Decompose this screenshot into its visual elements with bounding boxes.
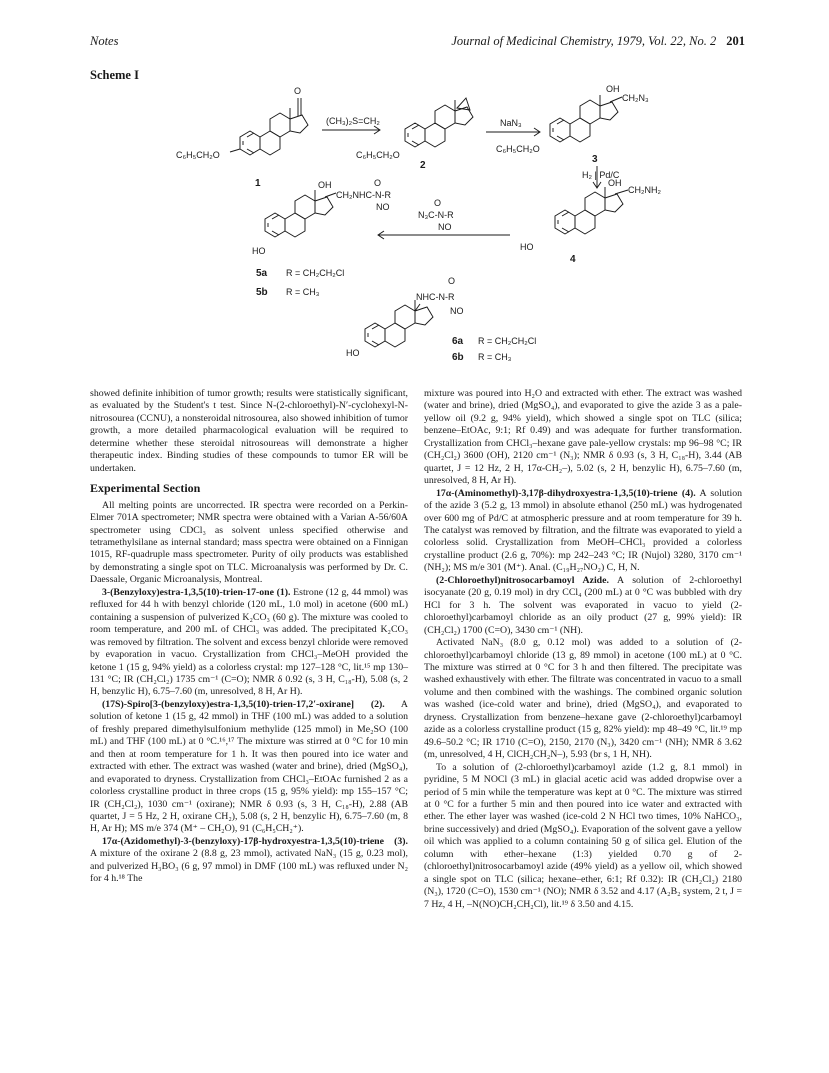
reagent-4-label: N₃C-N-R	[418, 210, 454, 220]
paragraph-intro-continuation: showed definite inhibition of tumor growth; results were statistically significant, as evaluated by the Student's t test. Since N-(2-chloroethyl)-N′-cyclohexyl-N-nitrosourea (CCNU), a nonsteroidal nitrosourea, also showed inhibition of tumor growth, a more detailed pharmacological evaluation will be required to determine whether these steroidal nitrosoureas will demonstrate a higher therapeutic index. Binding studies of these compounds to tumor ER will be undertaken.	[90, 388, 408, 474]
running-head-section: Notes	[90, 34, 119, 48]
procedure-title-1: 3-(Benzyloxy)estra-1,3,5(10)-trien-17-one (1).	[102, 586, 291, 598]
procedure-text-azide: A solution of 2-chloroethyl isocyanate (20 g, 0.19 mol) in dry CCl₄ (200 mL) at 0 °C was bubbled with dry HCl for 3 h. The solvent was evaporated in vacuo to yield (2-chloroethyl)carbamoyl chloride as an oily product (27 g, 99% yield): IR (CH₂Cl₂) 1700 (C=O), 3430 cm⁻¹ (NH).	[424, 574, 742, 636]
aminomethyl-label: CH₂NH₂	[628, 185, 661, 195]
compound-2-label: 2	[420, 160, 426, 171]
compound-4-label: 4	[570, 254, 576, 265]
oh-label-4: OH	[608, 178, 622, 188]
oh-label-5: OH	[318, 180, 332, 190]
compound-1-structure	[176, 86, 308, 189]
urea-no-label-5: NO	[376, 202, 390, 212]
compound-5a-r: R = CH₂CH₂Cl	[286, 268, 345, 278]
procedure-text-1: Estrone (12 g, 44 mmol) was refluxed for 44 h with benzyl chloride (120 mL, 1.0 mol) in acetone (600 mL) containing a suspension of pulverized K₂CO₃ (60 g). The mixture was cooled to room temperature, and 200 mL of CHCl₃ was added. The precipitated K₂CO₃ was removed by filtration. The solvent and excess benzyl chloride were removed by evaporation in vacuo. Crystallization from CHCl₃–MeOH provided the ketone 1 (15 g, 94% yield) as a colorless crystal: mp 127–128 °C, lit.¹⁵ mp 130–131 °C; IR (CH₂Cl₂) 1735 cm⁻¹ (C=O); NMR δ 0.92 (s, 3 H, C₁₈-H), 5.08 (s, 2 H, benzylic H), 6.75–7.60 (m, unresolved, 8 H, Ar H).	[90, 586, 408, 698]
compound-6b-label: 6b	[452, 352, 464, 363]
reagent-4-no-label: NO	[438, 222, 452, 232]
benzyloxy-label-1: C₆H₅CH₂O	[176, 150, 220, 160]
paragraph-compound-1	[90, 587, 408, 699]
reagent-2-label: NaN₃	[500, 118, 522, 128]
urea-o-label-5: O	[374, 178, 382, 188]
reagent-3-label: H₂ | Pd/C	[582, 170, 620, 180]
paragraph-general-methods: All melting points are uncorrected. IR spectra were recorded on a Perkin-Elmer 701A spectrometer; NMR spectra were obtained with a Varian A-56/60A spectrometer using CDCl₃ as solvent unless specified otherwise and tetramethylsilane as internal standard; mass spectra were obtained on a Finnigan 1015, RF-quadruple mass spectrometer. Purity of oily products was established by demonstrating a single spot on TLC. Microanalysis was performed by Dr. C. Daessale, Organic Microanalysis, Montreal.	[90, 499, 408, 586]
procedure-text-4: A solution of the azide 3 (5.2 g, 13 mmol) in absolute ethanol (250 mL) was hydrogenated over 600 mg of Pd/C at atmospheric pressure and at room temperature for 39 h. The catalyst was removed by filtration, and the filtrate was evaporated to yield a colorless solid. Crystallization from MeOH–CHCl₃ provided a colorless crystalline product (2.6 g, 70%): mp 242–243 °C; IR (Nujol) 3280, 3170 cm⁻¹ (NH₂); MS m/e 301 (M⁺). Anal. (C₁₉H₂₇NO₂) C, H, N.	[424, 487, 742, 574]
compound-1-label: 1	[255, 178, 261, 189]
benzyloxy-label-3: C₆H₅CH₂O	[496, 144, 540, 154]
compound-5-structure	[252, 178, 391, 298]
right-column	[424, 388, 742, 911]
compound-5b-label: 5b	[256, 287, 268, 298]
urea-side-chain-5: CH₂NHC-N-R	[336, 190, 391, 200]
procedure-title-4: 17α-(Aminomethyl)-3,17β-dihydroxyestra-1,3,5(10)-triene (4).	[436, 487, 696, 499]
reagent-4-o-label: O	[434, 198, 442, 208]
procedure-text-2: A solution of ketone 1 (15 g, 42 mmol) in THF (100 mL) was added to a solution of freshly prepared dimethylsulfonium methylide (125 mmol) in Me₂SO (100 mL) and THF (100 mL) at 0 °C.¹⁶,¹⁷ The mixture was stirred at 0 °C for 10 min and then at room temperature for 1 h. It was then poured into ice water and extracted with ether. The extract was washed (water and brine), dried (MgSO₄), and evaporated to dryness. Crystallization from CHCl₃–EtOAc furnished 2 as a colorless crystalline product in three crops (15 g, 95% yield): mp 155–157 °C; IR (CH₂Cl₂), 1030 cm⁻¹ (oxirane); NMR δ 0.93 (s, 3 H, C₁₈-H), 2.88 (AB quartet, J = 5 Hz, 2 H, oxirane CH₂), 5.08 (s, 2 H, benzylic H), 6.75–7.60 (m, 8 H, Ar H); MS m/e 374 (M⁺ – CH₂O), 91 (C₆H₅CH₂⁺).	[90, 698, 408, 835]
compound-3-label: 3	[592, 154, 598, 165]
procedure-title-3: 17α-(Azidomethyl)-3-(benzyloxy)-17β-hydroxyestra-1,3,5(10)-triene (3).	[102, 835, 408, 847]
compound-6-structure	[346, 276, 536, 363]
ho-label-6: HO	[346, 348, 360, 358]
compound-5a-label: 5a	[256, 268, 268, 279]
page-number: 201	[726, 34, 745, 48]
paragraph-compound-2	[90, 699, 408, 836]
compound-4-structure	[520, 178, 661, 265]
paragraph-activated-nan3: Activated NaN₃ (8.0 g, 0.12 mol) was added to a solution of (2-chloroethyl)carbamoyl chloride (13 g, 89 mmol) in acetone (100 mL) at 0 °C. The mixture was stirred at 0 °C for 3 h and then filtered. The precipitate was washed exhaustively with ether. The filtrate was concentrated in vacuo to a small volume and then combined with the washings. The combined organic solution was washed (ice-cold water and brine), dried (MgSO₄), and evaporated to dryness. Crystallization from benzene–hexane gave (2-chloroethyl)carbamoyl azide as a colorless crystalline product (15 g, 82% yield): mp 48–49 °C, lit.¹⁹ mp 49.6–50.2 °C; IR 1710 (C=O), 2150, 2170 (N₃), 3420 cm⁻¹ (NH); NMR δ 3.62 (m, unresolved, 4 H, ClCH₂CH₂N–), 5.93 (br s, 1 H, NH).	[424, 637, 742, 761]
left-column	[90, 388, 408, 886]
compound-2-structure	[356, 98, 473, 171]
benzyloxy-label-2: C₆H₅CH₂O	[356, 150, 400, 160]
oh-label-3: OH	[606, 84, 620, 94]
compound-6a-label: 6a	[452, 336, 464, 347]
reagent-1-label: (CH₃)₂S=CH₂	[326, 116, 380, 126]
ho-label-5: HO	[252, 246, 266, 256]
journal-citation: Journal of Medicinal Chemistry, 1979, Vol. 22, No. 2	[451, 34, 717, 48]
paragraph-compound-4	[424, 488, 742, 575]
paragraph-carbamoyl-azide	[424, 575, 742, 637]
ketone-o-label: O	[294, 86, 302, 96]
scheme-title: Scheme I	[90, 68, 139, 82]
azidomethyl-label: CH₂N₃	[622, 93, 649, 103]
procedure-title-azide: (2-Chloroethyl)nitrosocarbamoyl Azide.	[436, 574, 609, 586]
paragraph-compound-3-continued: mixture was poured into H₂O and extracted with ether. The extract was washed (water and brine), dried (MgSO₄), and evaporated to give the azide 3 as a pale-yellow oil (9.2 g, 94% yield), which showed a single spot on TLC (silica; benzene–EtOAc, 9:1; Rf 0.49) and was adequate for further transformation. Crystallization from CHCl₃–hexane gave pale-yellow crystals: mp 96–98 °C; IR (CH₂Cl₂) 3600 (OH), 2120 cm⁻¹ (N₃); NMR δ 0.93 (s, 3 H, C₁₈-H), 3.44 (AB quartet, J = 12 Hz, 2 H, 17α-CH₂–), 5.02 (s, 2 H, benzylic H), 6.75–7.60 (m, unresolved, 8 H, Ar H).	[424, 388, 742, 487]
urea-side-chain-6: NHC-N-R	[416, 292, 455, 302]
section-heading-experimental: Experimental Section	[90, 481, 201, 496]
ho-label-4: HO	[520, 242, 534, 252]
paragraph-nitrosation: To a solution of (2-chloroethyl)carbamoyl azide (1.2 g, 8.1 mmol) in pyridine, 5 M NOCl (3 mL) in glacial acetic acid was added dropwise over a period of 5 min while the temperature was kept at 0 °C. The mixture was stirred at 0 °C for a further 5 min and then poured into ice water and extracted with ether. The ether layer was washed (ice-cold 2 N HCl two times, 10% NaHCO₃, brine successively) and dried (MgSO₄). Evaporation of the solvent gave a yellow oil which was applied to a column containing 50 g of silica gel. Elution of the column with ether–hexane (1:3) yielded 0.70 g of 2-(chloroethyl)nitrosocarbamoyl azide (49% yield) as a yellow oil, which showed a single spot on TLC (silica; hexane–ether, 6:1; Rf 0.32): IR (CH₂Cl₂) 2180 (N₃), 1720 (C=O), 1530 cm⁻¹ (NO); NMR δ 3.52 and 4.17 (A₂B₂ system, 2 t, J = 7 Hz, 4 H, –N(NO)CH₂CH₂Cl), lit.¹⁹ δ 3.50 and 4.15.	[424, 761, 742, 910]
compound-6a-r: R = CH₂CH₂Cl	[478, 336, 537, 346]
urea-no-label-6: NO	[450, 306, 464, 316]
compound-6b-r: R = CH₃	[478, 352, 512, 362]
compound-5b-r: R = CH₃	[286, 287, 320, 297]
urea-o-label-6: O	[448, 276, 456, 286]
procedure-text-3: A mixture of the oxirane 2 (8.8 g, 23 mmol), activated NaN₃ (15 g, 0.23 mol), and pulverized H₃BO₃ (6 g, 97 mmol) in DMF (100 mL) was refluxed under N₂ for 4 h.¹⁸ The	[90, 848, 408, 885]
reaction-scheme	[0, 0, 829, 380]
procedure-title-2: (17S)-Spiro[3-(benzyloxy)estra-1,3,5(10)-trien-17,2′-oxirane] (2).	[102, 698, 385, 710]
paragraph-compound-3	[90, 836, 408, 886]
